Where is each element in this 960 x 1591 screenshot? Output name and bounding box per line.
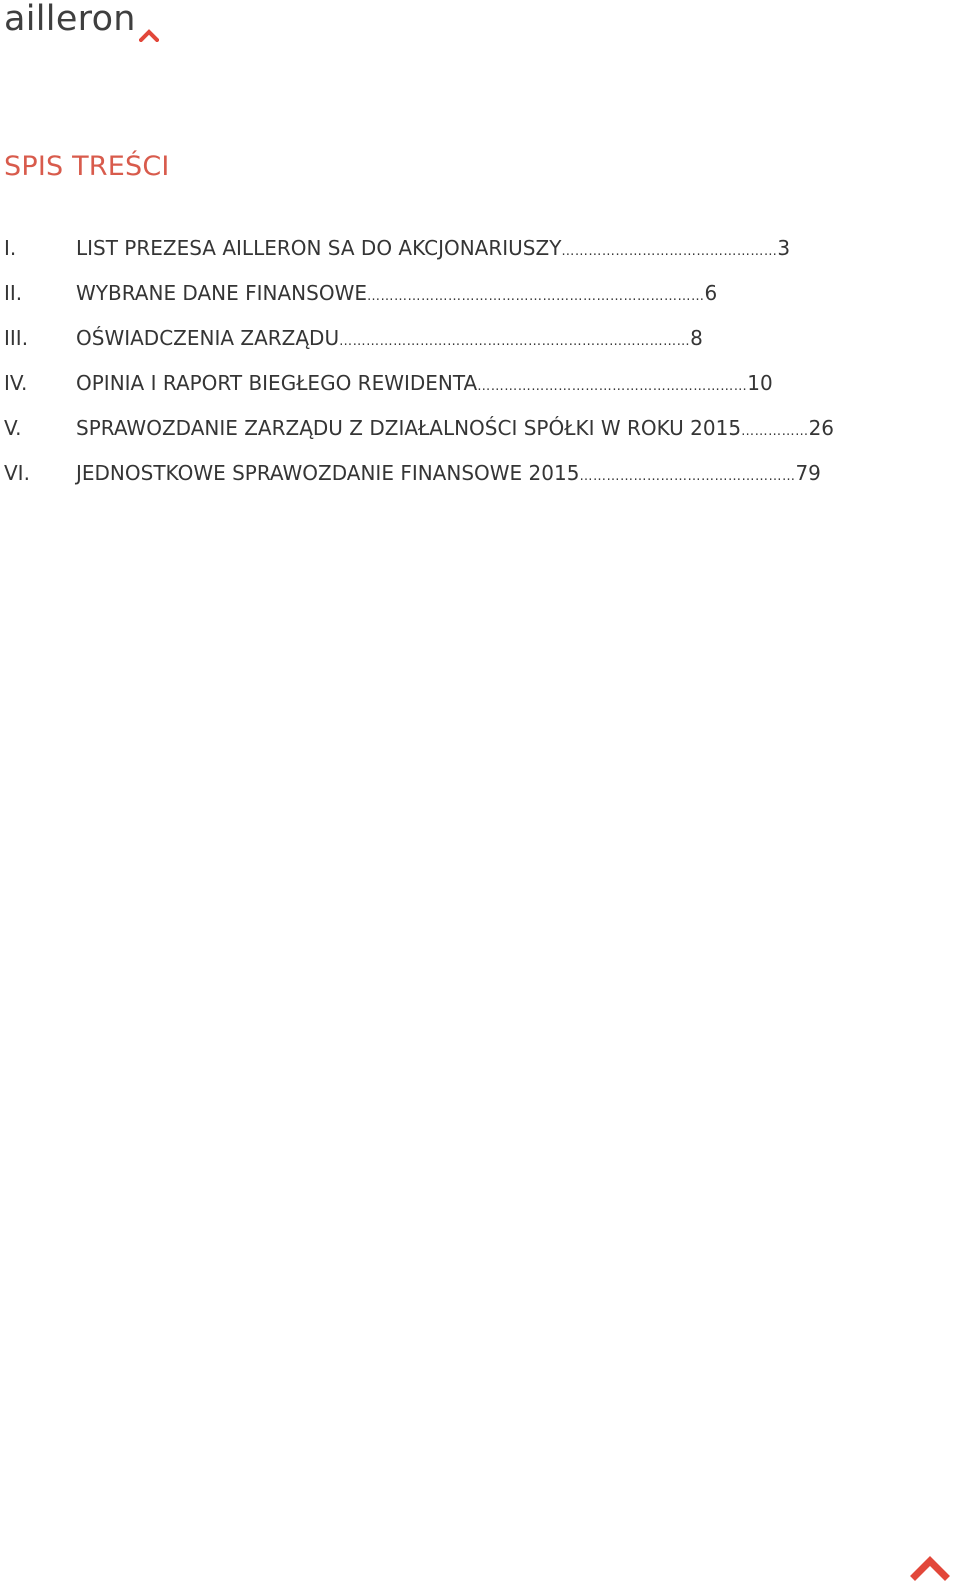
toc-entry-number: VI. bbox=[4, 461, 30, 485]
toc-entry-title: JEDNOSTKOWE SPRAWOZDANIE FINANSOWE 2015 bbox=[76, 461, 580, 485]
toc-title: SPIS TREŚCI bbox=[4, 151, 170, 182]
toc-entry-leader: ………………………………………………………………… bbox=[366, 289, 705, 304]
toc-entry-number: V. bbox=[4, 416, 22, 440]
toc-entry-page: 79 bbox=[795, 461, 821, 485]
toc-entry-number: IV. bbox=[4, 371, 28, 395]
toc-entry-3[interactable] bbox=[4, 324, 884, 369]
chevron-up-icon bbox=[139, 28, 159, 42]
toc-entry-title: OŚWIADCZENIA ZARZĄDU bbox=[76, 326, 340, 350]
table-of-contents bbox=[4, 234, 884, 504]
toc-entry-leader: …………… bbox=[741, 424, 809, 439]
toc-entry-page: 3 bbox=[777, 236, 791, 260]
toc-entry-6[interactable] bbox=[4, 459, 884, 504]
toc-entry-page: 26 bbox=[808, 416, 835, 440]
toc-entry-leader: …………………………………………………………………… bbox=[339, 334, 691, 349]
toc-entry-4[interactable] bbox=[4, 369, 884, 414]
toc-entry-number: II. bbox=[4, 281, 23, 305]
toc-entry-title: OPINIA I RAPORT BIEGŁEGO REWIDENTA bbox=[76, 371, 478, 395]
company-logo bbox=[4, 0, 159, 39]
toc-entry-page: 6 bbox=[704, 281, 718, 305]
toc-entry-number: III. bbox=[4, 326, 29, 350]
toc-entry-title: LIST PREZESA AILLERON SA DO AKCJONARIUSZY bbox=[76, 236, 562, 260]
toc-entry-2[interactable] bbox=[4, 279, 884, 324]
toc-entry-1[interactable] bbox=[4, 234, 884, 279]
toc-entry-page: 8 bbox=[690, 326, 703, 350]
chevron-up-icon bbox=[910, 1555, 950, 1581]
logo-wordmark: ailleron bbox=[4, 0, 136, 39]
toc-entry-leader: ………………………………………… bbox=[561, 244, 778, 259]
toc-entry-leader: …………………………………………………… bbox=[477, 379, 748, 394]
toc-entry-title: SPRAWOZDANIE ZARZĄDU Z DZIAŁALNOŚCI SPÓŁKI W ROKU 2015 bbox=[76, 416, 742, 440]
toc-entry-5[interactable] bbox=[4, 414, 884, 459]
toc-entry-page: 10 bbox=[747, 371, 773, 395]
toc-entry-leader: ………………………………………… bbox=[579, 469, 796, 484]
toc-entry-title: WYBRANE DANE FINANSOWE bbox=[76, 281, 367, 305]
toc-entry-number: I. bbox=[4, 236, 17, 260]
